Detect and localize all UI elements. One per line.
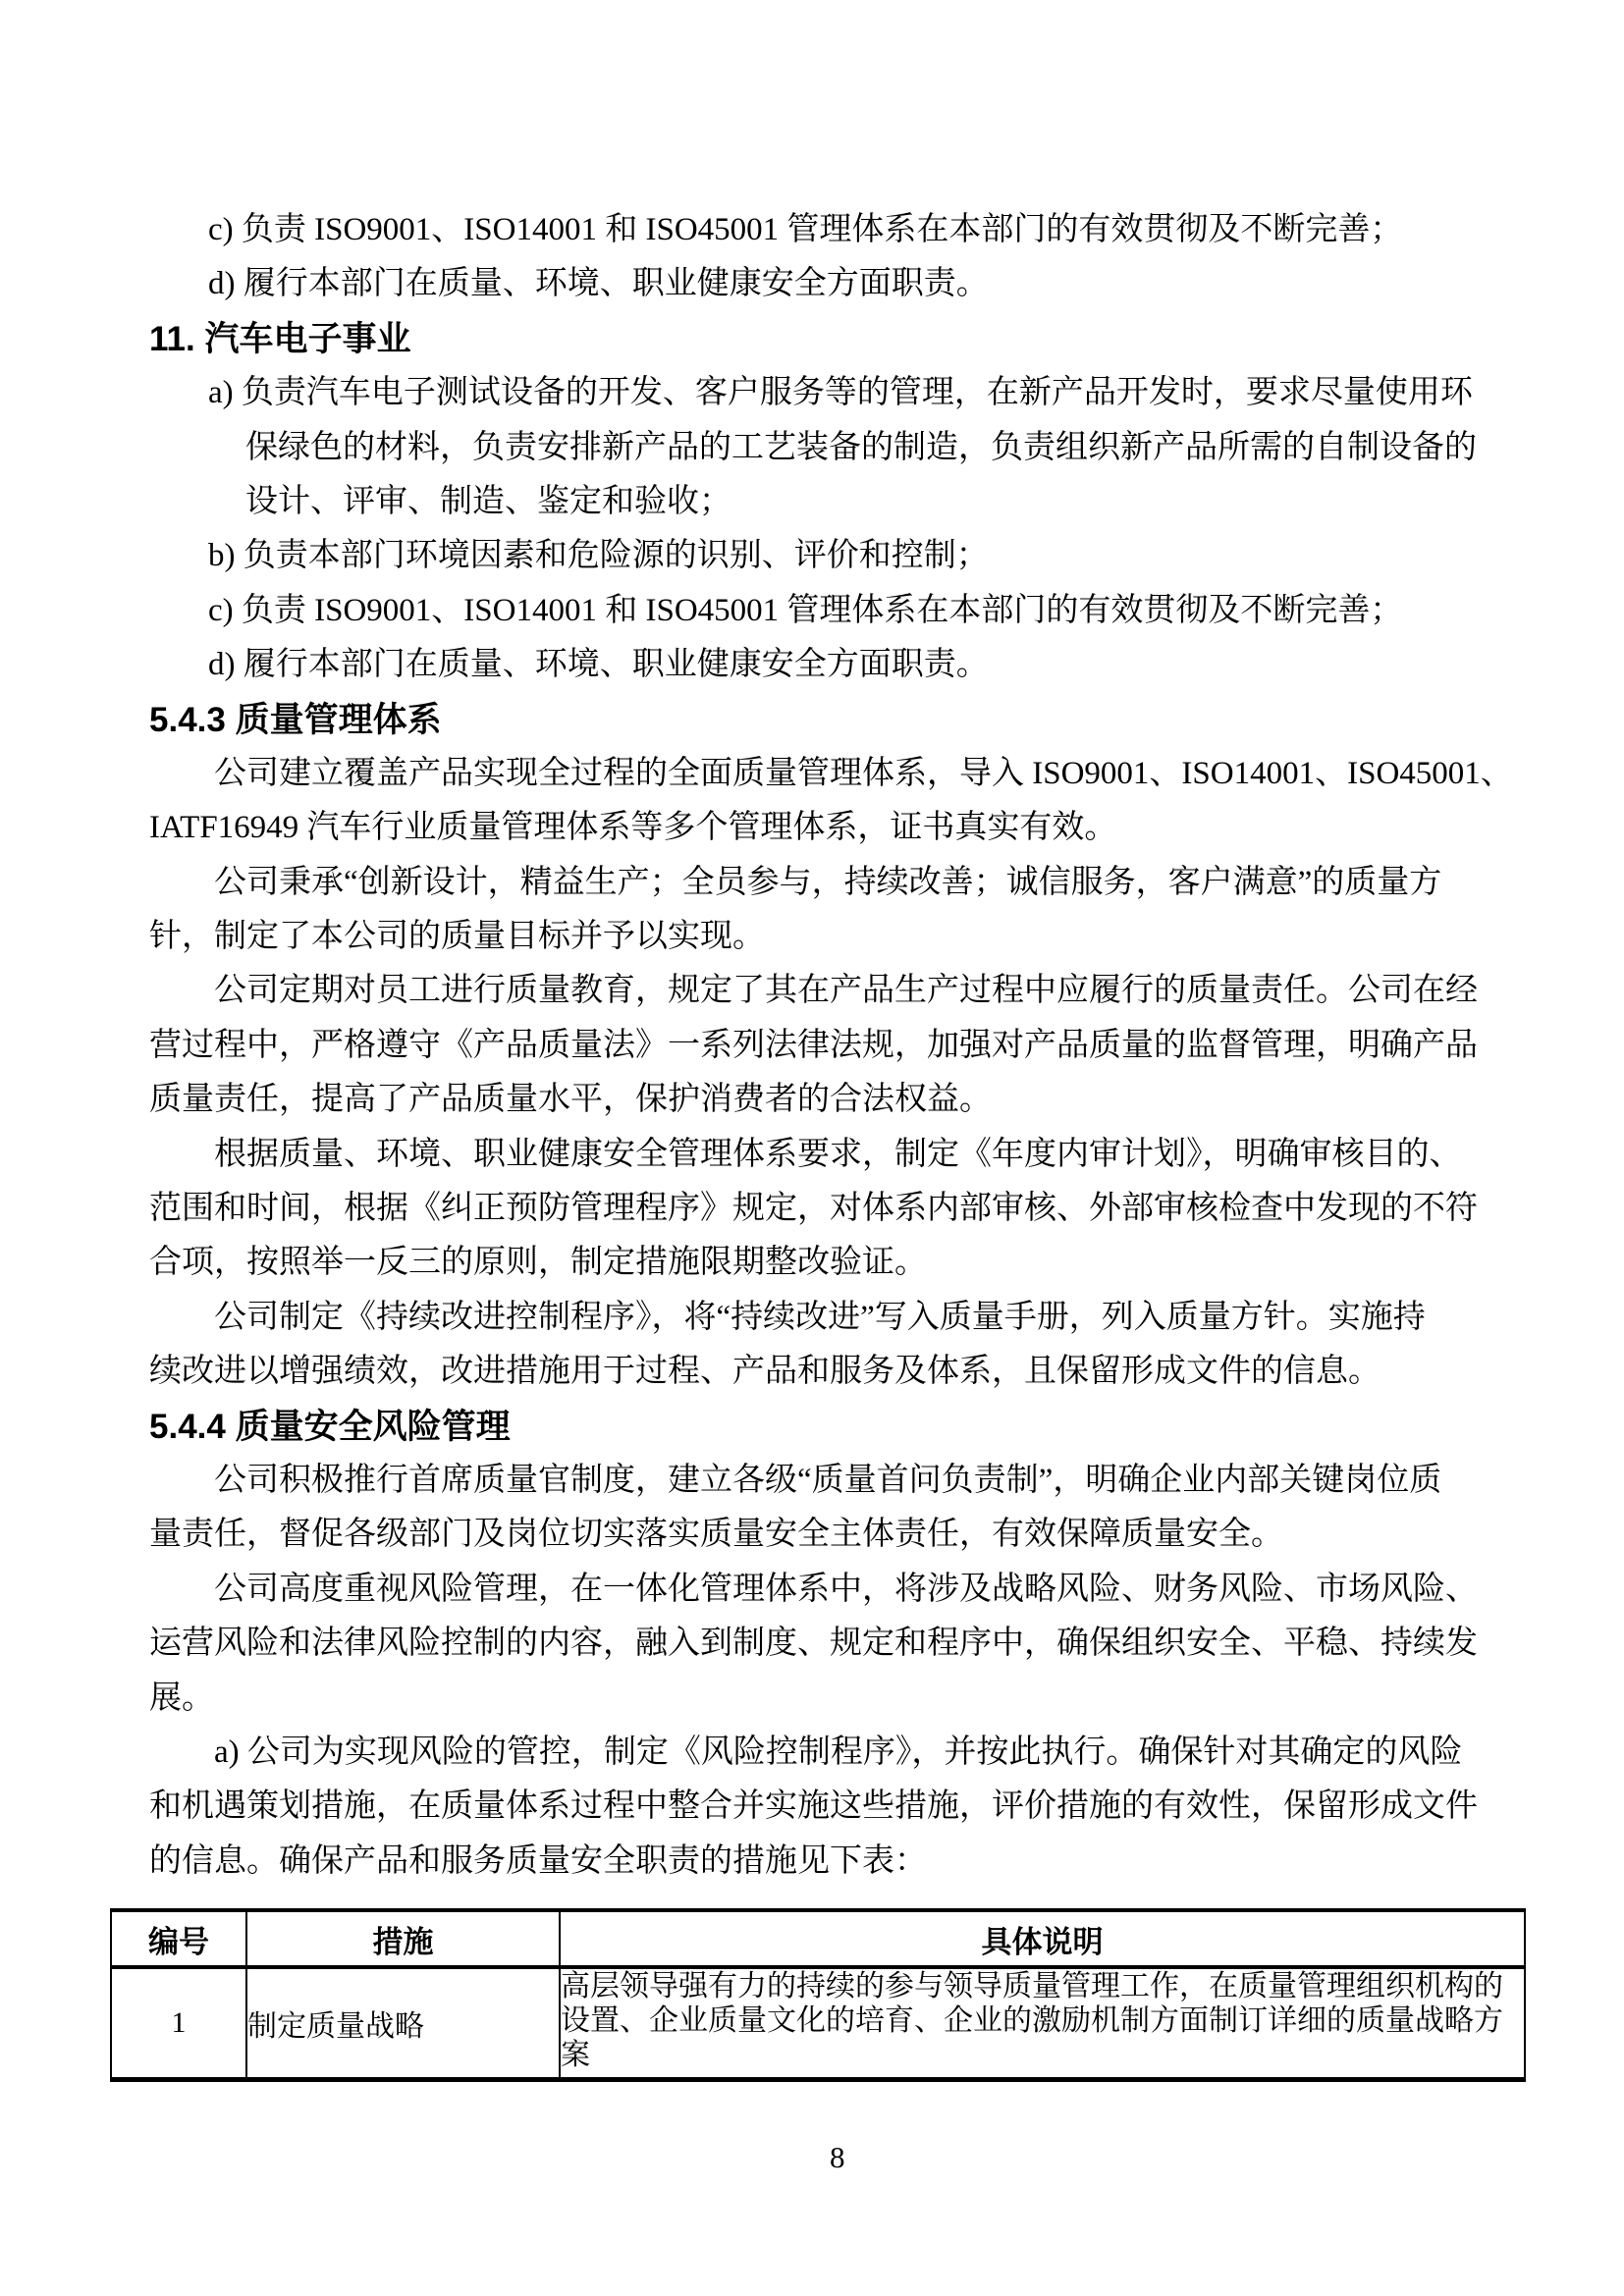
text-line: 运营风险和法律风险控制的内容，融入到制度、规定和程序中，确保组织安全、平稳、持续发 — [149, 1626, 1478, 1662]
row-measure-cell: 制定质量战略 — [246, 1967, 560, 2080]
text-line: 公司定期对员工进行质量教育，规定了其在产品生产过程中应履行的质量责任。公司在经 — [214, 973, 1478, 1009]
table-column-header: 编号 — [111, 1910, 246, 1967]
text-line: a) 公司为实现风险的管控，制定《风险控制程序》，并按此执行。确保针对其确定的风险 — [214, 1734, 1463, 1770]
text-line: 公司积极推行首席质量官制度，建立各级“质量首问负责制”，明确企业内部关键岗位质 — [214, 1462, 1442, 1498]
table-row — [111, 1910, 1525, 1967]
text-line: 和机遇策划措施，在质量体系过程中整合并实施这些措施，评价措施的有效性，保留形成文件 — [149, 1789, 1478, 1825]
page-number: 8 — [830, 2140, 845, 2174]
text-line: 合项，按照举一反三的原则，制定措施限期整改验证。 — [149, 1245, 927, 1281]
text-line: 公司秉承“创新设计，精益生产；全员参与，持续改善；诚信服务，客户满意”的质量方 — [214, 864, 1442, 900]
table-header-row — [111, 1910, 1525, 1967]
text-line: 保绿色的材料，负责安排新产品的工艺装备的制造，负责组织新产品所需的自制设备的 — [245, 429, 1477, 465]
text-line: 质量责任，提高了产品质量水平，保护消费者的合法权益。 — [149, 1082, 992, 1118]
text-line: 范围和时间，根据《纠正预防管理程序》规定，对体系内部审核、外部审核检查中发现的不符 — [149, 1191, 1478, 1227]
text-line: d) 履行本部门在质量、环境、职业健康安全方面职责。 — [208, 266, 989, 302]
row-id-cell: 1 — [111, 1967, 246, 2080]
text-line: c) 负责 ISO9001、ISO14001 和 ISO45001 管理体系在本部门的有效贯彻及不断完善； — [208, 592, 1403, 628]
table-body — [111, 1967, 1525, 2080]
text-line: 公司制定《持续改进控制程序》，将“持续改进”写入质量手册，列入质量方针。实施持 — [214, 1299, 1426, 1335]
text-line: 的信息。确保产品和服务质量安全职责的措施见下表： — [149, 1842, 927, 1879]
section-heading: 5.4.3 质量管理体系 — [149, 700, 442, 739]
row-detail-cell: 高层领导强有力的持续的参与领导质量管理工作，在质量管理组织机构的设置、企业质量文化的培育、企业的激励机制方面制订详细的质量战略方案 — [560, 1967, 1525, 2080]
text-line: d) 履行本部门在质量、环境、职业健康安全方面职责。 — [208, 647, 989, 683]
text-line: c) 负责 ISO9001、ISO14001 和 ISO45001 管理体系在本部门的有效贯彻及不断完善； — [208, 212, 1403, 247]
text-line: 展。 — [149, 1680, 214, 1716]
quality-measures-table — [110, 1908, 1526, 2082]
text-line: 针，制定了本公司的质量目标并予以实现。 — [149, 919, 765, 955]
text-line: 设计、评审、制造、鉴定和验收； — [245, 483, 731, 519]
text-line: 营过程中，严格遵守《产品质量法》一系列法律法规，加强对产品质量的监督管理，明确产品 — [149, 1027, 1478, 1063]
table-column-header: 具体说明 — [560, 1910, 1525, 1967]
text-line: b) 负责本部门环境因素和危险源的识别、评价和控制； — [208, 538, 989, 574]
text-line: 公司高度重视风险管理，在一体化管理体系中，将涉及战略风险、财务风险、市场风险、 — [214, 1571, 1478, 1607]
text-line: 公司建立覆盖产品实现全过程的全面质量管理体系，导入 ISO9001、ISO14001、ISO45001、 — [214, 755, 1513, 791]
text-line: 根据质量、环境、职业健康安全管理体系要求，制定《年度内审计划》，明确审核目的、 — [214, 1136, 1462, 1172]
section-heading: 11. 汽车电子事业 — [149, 319, 411, 358]
text-line: 量责任，督促各级部门及岗位切实落实质量安全主体责任，有效保障质量安全。 — [149, 1517, 1283, 1553]
text-line: a) 负责汽车电子测试设备的开发、客户服务等的管理，在新产品开发时，要求尽量使用环 — [208, 375, 1473, 411]
table-column-header: 措施 — [246, 1910, 560, 1967]
text-line: 续改进以增强绩效，改进措施用于过程、产品和服务及体系，且保留形成文件的信息。 — [149, 1354, 1380, 1390]
text-line: IATF16949 汽车行业质量管理体系等多个管理体系，证书真实有效。 — [149, 810, 1117, 846]
document-text-block — [149, 203, 1513, 1889]
section-heading: 5.4.4 质量安全风险管理 — [149, 1407, 511, 1446]
table-row — [111, 1967, 1525, 2080]
